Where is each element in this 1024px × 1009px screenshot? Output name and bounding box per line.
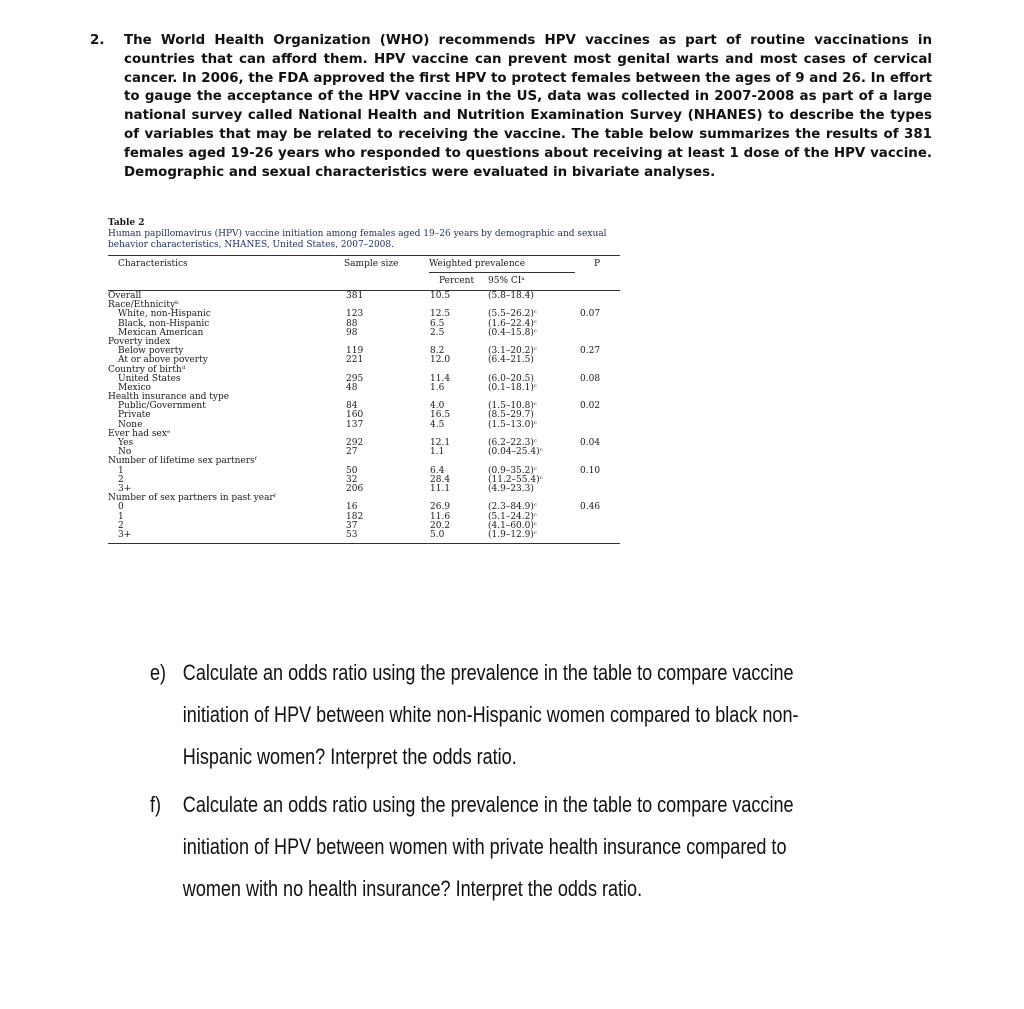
header-percent: Percent	[439, 276, 475, 286]
cell-sample-size: 160	[346, 410, 364, 421]
table-row	[108, 292, 620, 301]
header-bottom-rule	[108, 290, 620, 291]
cell-sample-size: 206	[346, 483, 364, 494]
cell-ci: (5.8–18.4)	[488, 291, 534, 301]
cell-sample-size: 16	[346, 502, 358, 513]
header-weighted-prevalence: Weighted prevalence	[429, 259, 526, 269]
subquestion-e	[150, 652, 806, 778]
cell-ci: (6.2–22.3)ᶜ	[488, 438, 537, 448]
cell-characteristic: 1	[118, 511, 124, 522]
cell-ci: (1.5–10.8)ᶜ	[488, 401, 537, 412]
cell-ci: (6.4–21.5)	[488, 355, 534, 366]
cell-characteristic: Overall	[108, 291, 142, 301]
cell-p-value: 0.08	[580, 373, 601, 384]
table-row	[108, 411, 620, 420]
cell-sample-size: 32	[346, 474, 358, 485]
header-divider	[429, 272, 575, 273]
cell-characteristic: Below poverty	[118, 346, 184, 357]
cell-characteristic: United States	[118, 373, 181, 384]
cell-ci: (3.1–20.2)ᶜ	[488, 346, 537, 357]
cell-characteristic: White, non-Hispanic	[118, 309, 211, 320]
cell-p-value: 0.04	[580, 438, 601, 448]
cell-p-value: 0.27	[580, 346, 601, 357]
cell-sample-size: 27	[346, 447, 358, 458]
table-row	[108, 375, 620, 384]
cell-ci: (0.9–35.2)ᶜ	[488, 465, 537, 476]
table-row	[108, 513, 620, 522]
cell-percent: 4.5	[430, 419, 445, 430]
table-body	[108, 292, 620, 540]
header-p: P	[594, 259, 601, 269]
subquestion-text: Calculate an odds ratio using the prevalence in the table to compare vaccine initiation of HPV between white non-Hispanic women compared to black non-Hispanic women? Interpret the odds ratio.	[182, 660, 799, 769]
cell-characteristic: 3+	[118, 483, 132, 494]
cell-sample-size: 37	[346, 520, 358, 531]
cell-percent: 11.4	[430, 373, 451, 384]
table-row	[108, 522, 620, 531]
cell-sample-size: 53	[346, 529, 358, 540]
subquestions	[150, 652, 806, 910]
cell-characteristic: None	[118, 419, 143, 430]
cell-characteristic: Private	[118, 410, 151, 421]
cell-percent: 5.0	[430, 529, 445, 540]
cell-characteristic: No	[118, 447, 132, 458]
cell-ci: (4.9–23.3)	[488, 483, 534, 494]
cell-characteristic: Country of birthᵈ	[108, 364, 186, 375]
cell-ci: (5.1–24.2)ᶜ	[488, 511, 537, 522]
cell-sample-size: 123	[346, 309, 364, 320]
table-row	[108, 421, 620, 430]
cell-p-value: 0.02	[580, 401, 601, 412]
table-label: Table 2	[108, 218, 145, 228]
cell-characteristic: 2	[118, 474, 124, 485]
cell-percent: 10.5	[430, 291, 451, 301]
cell-characteristic: Health insurance and type	[108, 392, 230, 403]
cell-sample-size: 221	[346, 355, 364, 366]
cell-p-value: 0.46	[580, 502, 601, 513]
table-row	[108, 494, 620, 503]
hpv-table	[108, 217, 620, 544]
cell-percent: 6.5	[430, 318, 445, 329]
cell-sample-size: 295	[346, 373, 364, 384]
cell-ci: (11.2–55.4)ᶜ	[488, 474, 543, 485]
cell-ci: (4.1–60.0)ᶜ	[488, 520, 537, 531]
cell-sample-size: 292	[346, 438, 364, 448]
cell-sample-size: 182	[346, 511, 364, 522]
cell-sample-size: 50	[346, 465, 358, 476]
subquestion-text: Calculate an odds ratio using the prevalence in the table to compare vaccine initiation of HPV between women with private health insurance compared to women with no health insurance? Interpret the odds ratio.	[182, 792, 794, 901]
cell-percent: 4.0	[430, 401, 445, 412]
cell-characteristic: 2	[118, 520, 124, 531]
cell-ci: (6.0–20.5)	[488, 373, 534, 384]
table-row	[108, 457, 620, 466]
cell-ci: (2.3–84.9)ᶜ	[488, 502, 537, 513]
cell-sample-size: 98	[346, 327, 358, 338]
cell-characteristic: 3+	[118, 529, 132, 540]
cell-ci: (0.4–15.8)ᶜ	[488, 327, 537, 338]
cell-characteristic: 0	[118, 502, 124, 513]
cell-characteristic: Mexico	[118, 382, 151, 393]
cell-characteristic: Number of lifetime sex partnersᶠ	[108, 456, 257, 467]
cell-percent: 11.6	[430, 511, 451, 522]
subquestion-f	[150, 784, 806, 910]
table-row	[108, 430, 620, 439]
cell-percent: 26.9	[430, 502, 451, 513]
subquestion-label: e)	[150, 660, 167, 685]
subquestion-label: f)	[150, 792, 162, 817]
cell-ci: (1.6–22.4)ᶜ	[488, 318, 537, 329]
cell-characteristic: Yes	[118, 438, 134, 448]
header-ci: 95% CIᵃ	[488, 276, 525, 286]
table-bottom-rule	[108, 543, 620, 544]
cell-ci: (0.1–18.1)ᶜ	[488, 382, 537, 393]
question-2	[90, 32, 932, 182]
cell-characteristic: Black, non-Hispanic	[118, 318, 210, 329]
cell-ci: (1.9–12.9)ᶜ	[488, 529, 537, 540]
cell-percent: 12.5	[430, 309, 451, 320]
cell-percent: 28.4	[430, 474, 451, 485]
cell-ci: (0.04–25.4)ᶜ	[488, 447, 543, 458]
cell-percent: 8.2	[430, 346, 445, 357]
cell-percent: 2.5	[430, 327, 445, 338]
cell-sample-size: 88	[346, 318, 358, 329]
table-header	[108, 255, 620, 292]
cell-p-value: 0.07	[580, 309, 601, 320]
header-sample-size: Sample size	[344, 259, 399, 269]
cell-characteristic: 1	[118, 465, 124, 476]
cell-characteristic: Poverty index	[108, 336, 171, 347]
table-row	[108, 402, 620, 411]
cell-percent: 11.1	[430, 483, 451, 494]
cell-characteristic: Ever had sexᵉ	[108, 428, 171, 439]
cell-percent: 20.2	[430, 520, 451, 531]
table-row	[108, 467, 620, 476]
cell-percent: 1.1	[430, 447, 445, 458]
cell-percent: 12.0	[430, 355, 451, 366]
header-characteristics: Characteristics	[118, 259, 188, 269]
cell-ci: (1.5–13.0)ᶜ	[488, 419, 537, 430]
table-row	[108, 531, 620, 540]
cell-sample-size: 48	[346, 382, 358, 393]
cell-percent: 6.4	[430, 465, 445, 476]
cell-ci: (8.5–29.7)	[488, 410, 534, 421]
cell-characteristic: Public/Government	[118, 401, 206, 412]
cell-sample-size: 137	[346, 419, 364, 430]
cell-characteristic: Number of sex partners in past yearᶠ	[108, 493, 276, 504]
table-row	[108, 503, 620, 512]
cell-characteristic: Race/Ethnicityᵇ	[108, 300, 179, 311]
cell-percent: 1.6	[430, 382, 445, 393]
cell-percent: 16.5	[430, 410, 451, 421]
cell-sample-size: 381	[346, 291, 364, 301]
table-row	[108, 338, 620, 347]
cell-characteristic: At or above poverty	[118, 355, 208, 366]
table-row	[108, 366, 620, 375]
cell-percent: 12.1	[430, 438, 451, 448]
cell-sample-size: 119	[346, 346, 364, 357]
table-row	[108, 439, 620, 448]
cell-p-value: 0.10	[580, 465, 601, 476]
table-row	[108, 329, 620, 338]
table-row	[108, 476, 620, 485]
cell-sample-size: 84	[346, 401, 358, 412]
question-text: The World Health Organization (WHO) recommends HPV vaccines as part of routine vaccinations in countries that can afford them. HPV vaccine can prevent most genital warts and most cases of cervical cancer. In 2006, the FDA approved the first HPV to protect females between the ages of 9 and 26. In effort to gauge the acceptance of the HPV vaccine in the US, data was collected in 2007-2008 as part of a large national survey called National Health and Nutrition Examination Survey (NHANES) to describe the types of variables that may be related to receiving the vaccine. The table below summarizes the results of 381 females aged 19-26 years who responded to questions about receiving at least 1 dose of the HPV vaccine. Demographic and sexual characteristics were evaluated in bivariate analyses.	[124, 33, 932, 180]
cell-ci: (5.5–26.2)ᶜ	[488, 309, 537, 320]
question-number: 2.	[90, 33, 105, 48]
cell-characteristic: Mexican American	[118, 327, 204, 338]
table-caption: Human papillomavirus (HPV) vaccine initiation among females aged 19–26 years by demographic and sexual behavior characteristics, NHANES, United States, 2007–2008.	[108, 229, 607, 250]
